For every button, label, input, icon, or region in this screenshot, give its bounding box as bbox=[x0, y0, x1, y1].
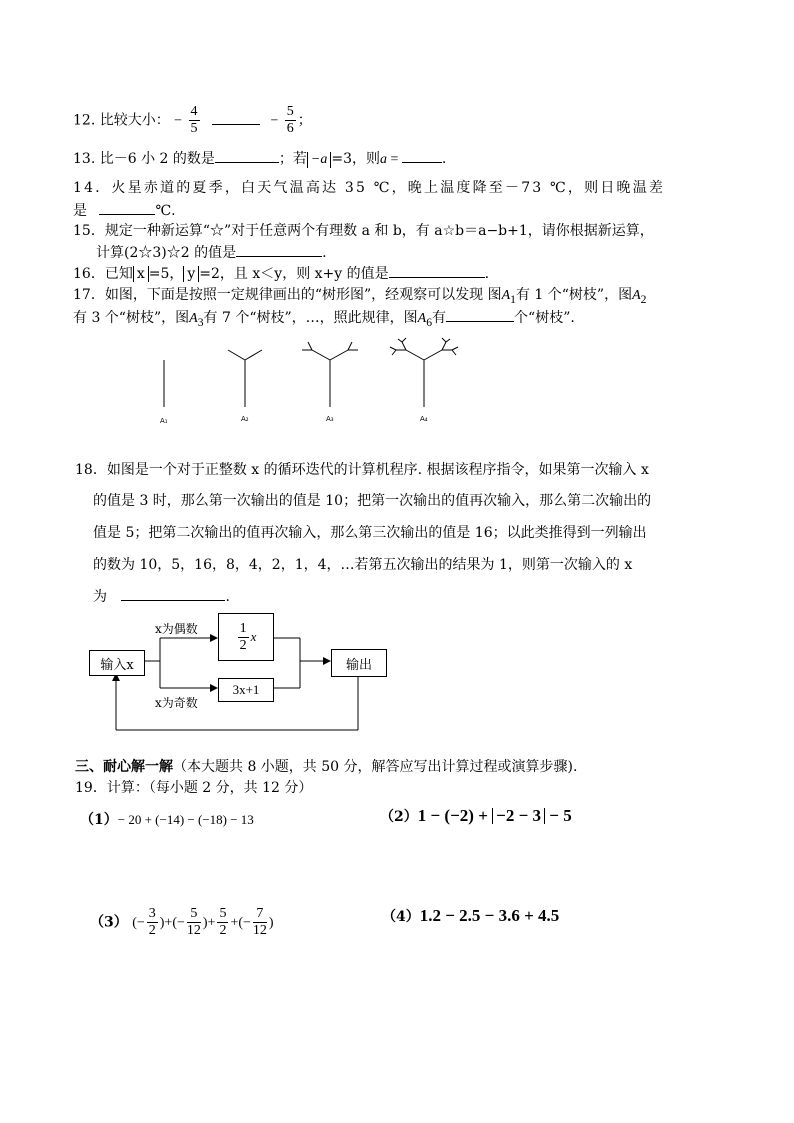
q19-p3-fraction-4: $\frac{7}{12}$ bbox=[252, 906, 267, 938]
q18-answer-blank[interactable] bbox=[121, 586, 225, 601]
question-17-line-2 bbox=[73, 307, 575, 333]
q18-end: . bbox=[225, 589, 230, 605]
flow-input-label: 输入x bbox=[100, 657, 134, 673]
q17-fig-a2: A bbox=[632, 288, 641, 303]
q19-p1-label: （1） bbox=[80, 812, 118, 828]
q14-text: 是 bbox=[73, 203, 87, 219]
q17-text-5: 有 bbox=[432, 310, 447, 326]
tree-label-a4: A₄ bbox=[420, 415, 428, 423]
flow-even-box bbox=[218, 613, 274, 661]
q19-p3-fraction-3: $\frac{5}{2}$ bbox=[219, 906, 227, 938]
q16-text-3: =2，且 x＜y，则 x+y 的值是 bbox=[199, 266, 389, 282]
question-18-line-2: 的值是 3 时，那么第一次输出的值是 10；把第一次输出的值再次输入，那么第二次输出的 bbox=[93, 493, 652, 509]
flow-output-label: 输出 bbox=[345, 657, 372, 673]
question-18-line-5 bbox=[93, 586, 230, 607]
question-12 bbox=[73, 104, 312, 137]
question-18-line-4: 的数为 10，5，16，8，4，2，1，4，…若第五次输出的结果为 1，则第一次输入的 x bbox=[93, 557, 633, 573]
q12-sign-a: − bbox=[174, 113, 183, 129]
q16-text-2: =5， bbox=[148, 266, 184, 282]
q13-answer-blank-1[interactable] bbox=[215, 148, 279, 163]
q16-abs-x: x bbox=[133, 266, 149, 282]
tree-figure bbox=[140, 335, 480, 430]
tree-a4 bbox=[390, 338, 458, 407]
q13-equals: = bbox=[386, 152, 402, 167]
q19-p1-expr: − 20 + (−14) − (−18) − 13 bbox=[117, 812, 254, 827]
q12-fraction-b: $\frac{5}{6}$ bbox=[286, 104, 294, 136]
q12-answer-blank[interactable] bbox=[212, 110, 260, 125]
q19-p3-part-2: )+(− bbox=[159, 915, 185, 931]
q18-text: 为 bbox=[93, 589, 107, 605]
section-3-desc: （本大题共 8 小题，共 50 分，解答应写出计算过程或演算步骤). bbox=[173, 759, 578, 775]
q14-unit: ℃. bbox=[155, 203, 176, 219]
q19-p2-abs: −2 − 3 bbox=[492, 808, 545, 824]
q15-text: 计算(2☆3)☆2 的值是 bbox=[96, 245, 237, 261]
q19-p2-expr-1: 1 − (−2) + bbox=[417, 806, 493, 825]
q13-text-3: =3，则 bbox=[331, 151, 380, 167]
q19-p4-expr: 1.2 − 2.5 − 3.6 + 4.5 bbox=[419, 906, 560, 925]
q19-p2-expr-2: − 5 bbox=[545, 806, 572, 825]
q16-answer-blank[interactable] bbox=[389, 263, 485, 278]
q17-sub-1: 1 bbox=[510, 292, 516, 306]
q13-number: 13. bbox=[73, 151, 96, 167]
q19-p3-fraction-2: $\frac{5}{12}$ bbox=[186, 906, 201, 938]
q17-text-1: 17．如图，下面是按照一定规律画出的“树形图”，经观察可以发现 图 bbox=[73, 287, 502, 303]
flow-odd-expr: 3x+1 bbox=[232, 682, 260, 697]
q16-abs-y: y bbox=[183, 266, 199, 282]
q15-end: . bbox=[322, 245, 327, 261]
q15-answer-blank[interactable] bbox=[236, 242, 322, 257]
q19-part-4 bbox=[382, 906, 559, 927]
q17-sub-3: 3 bbox=[197, 315, 204, 329]
q19-part-2 bbox=[380, 806, 572, 827]
question-15-line-2 bbox=[96, 242, 327, 263]
q17-text-4: 有 7 个“树枝”，…，照此规律，图 bbox=[203, 310, 418, 326]
q17-answer-blank[interactable] bbox=[446, 307, 514, 322]
q13-end: . bbox=[441, 151, 447, 167]
q19-p3-part-1: (− bbox=[132, 915, 145, 931]
q17-fig-a1: A bbox=[501, 288, 511, 303]
q17-sub-6: 6 bbox=[426, 315, 433, 329]
q14-answer-blank[interactable] bbox=[99, 200, 155, 215]
q16-text-1: 16．已知 bbox=[73, 266, 133, 282]
q12-number: 12. bbox=[73, 112, 96, 129]
q17-fig-a6: A bbox=[417, 311, 427, 326]
question-14-line-2 bbox=[73, 200, 176, 221]
q12-prompt: 比较大小： bbox=[99, 112, 170, 129]
tree-a2 bbox=[228, 350, 262, 407]
q19-p4-label: （4） bbox=[382, 909, 420, 925]
q13-abs-value: −a bbox=[307, 152, 331, 168]
tree-label-a3: A₃ bbox=[326, 415, 334, 423]
flow-odd-box bbox=[218, 678, 274, 702]
q19-p2-label: （2） bbox=[380, 809, 418, 825]
section-3-header bbox=[75, 757, 577, 777]
flow-even-fraction: $\frac{1}{2}$ bbox=[239, 620, 247, 653]
q19-part-1 bbox=[80, 810, 254, 830]
q12-sign-b: − bbox=[270, 113, 279, 129]
question-15-line-1: 15．规定一种新运算“☆”对于任意两个有理数 a 和 b，有 a☆b＝a−b+1，请你根据新运算， bbox=[73, 223, 654, 239]
q13-text-2: ；若 bbox=[278, 151, 307, 167]
q17-end: 个“树枝”. bbox=[514, 310, 575, 326]
question-19-header: 19．计算：（每小题 2 分，共 12 分） bbox=[75, 780, 313, 796]
question-18-line-3: 值是 5；把第二次输出的值再次输入，那么第三次输出的值是 16；以此类推得到一列输出 bbox=[93, 525, 647, 541]
flow-output-box bbox=[331, 649, 387, 677]
q12-fraction-a: $\frac{4}{5}$ bbox=[190, 104, 198, 136]
q17-text-3: 有 3 个“树枝”，图 bbox=[73, 310, 190, 326]
flow-odd-label: x为奇数 bbox=[155, 696, 198, 710]
q16-end: . bbox=[484, 266, 490, 282]
question-18-line-1: 18．如图是一个对于正整数 x 的循环迭代的计算机程序. 根据该程序指令，如果第一次输入 x bbox=[75, 462, 649, 478]
q17-fig-a3: A bbox=[189, 311, 198, 326]
q19-p3-part-4: +(− bbox=[230, 915, 251, 931]
q19-p3-part-5: ) bbox=[268, 915, 274, 931]
q19-p3-part-3: )+ bbox=[202, 915, 216, 931]
q19-part-3 bbox=[90, 906, 274, 939]
question-14-line-1: 14．火星赤道的夏季，白天气温高达 35 ℃，晚上温度降至－73 ℃，则日晚温差 bbox=[73, 180, 666, 196]
q19-p3-fraction-1: $\frac{3}{2}$ bbox=[148, 906, 156, 938]
flow-even-var: x bbox=[250, 629, 257, 644]
q19-p3-label: （3） bbox=[90, 914, 128, 931]
q13-var-a: a bbox=[379, 152, 387, 167]
q12-end: ； bbox=[297, 112, 312, 129]
question-16 bbox=[73, 263, 489, 284]
tree-label-a1: A₁ bbox=[160, 417, 168, 425]
q17-text-2: 有 1 个“树枝”，图 bbox=[515, 287, 633, 303]
section-3-title: 三、耐心解一解 bbox=[75, 759, 173, 775]
flow-even-label: x为偶数 bbox=[155, 622, 198, 636]
tree-label-a2: A₂ bbox=[241, 415, 249, 423]
q13-answer-blank-2[interactable] bbox=[402, 148, 442, 163]
flow-input-box bbox=[89, 650, 145, 676]
q17-sub-2: 2 bbox=[640, 292, 647, 306]
question-13 bbox=[73, 148, 446, 170]
q13-text-1: 比－6 小 2 的数是 bbox=[99, 151, 215, 167]
tree-a3 bbox=[302, 342, 358, 407]
